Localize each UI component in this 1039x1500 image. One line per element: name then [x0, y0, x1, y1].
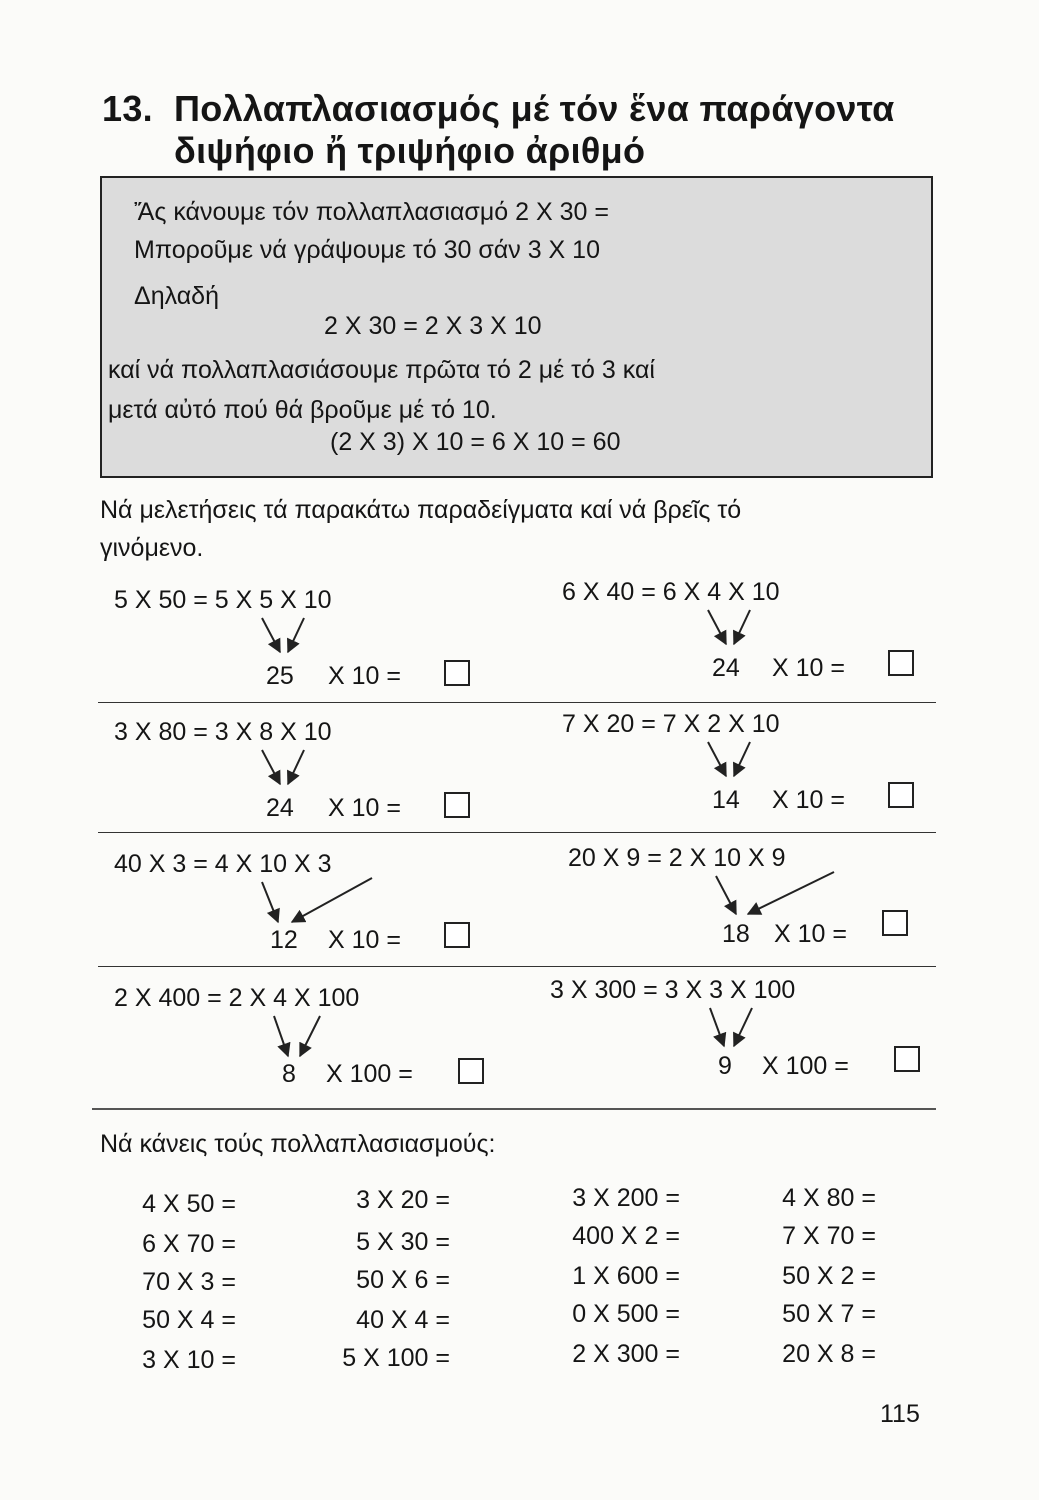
example-1-answer-box[interactable]	[444, 660, 470, 686]
example-3-answer-box[interactable]	[444, 792, 470, 818]
arrow-ex1-a	[262, 618, 280, 652]
divider-row-3	[98, 966, 936, 967]
intro-line-6: μετά αὐτό πού θά βροῦμε μέ τό 10.	[108, 396, 497, 424]
exercise-c2-r3: 50 X 6 =	[356, 1266, 450, 1294]
section-title-line1: Πολλαπλασιασμός μέ τόν ἕνα παράγοντα	[174, 88, 895, 129]
intro-line-7: (2 X 3) X 10 = 6 X 10 = 60	[330, 428, 621, 456]
exercise-c1-r5: 3 X 10 =	[142, 1346, 236, 1374]
example-5-answer-box[interactable]	[444, 922, 470, 948]
example-1-partial: 25	[266, 662, 294, 690]
example-4-partial: 14	[712, 786, 740, 814]
example-1-rest: X 10 =	[328, 662, 401, 690]
exercise-c2-r5: 5 X 100 =	[342, 1344, 450, 1372]
exercise-c1-r4: 50 X 4 =	[142, 1306, 236, 1334]
example-5-equation: 40 X 3 = 4 X 10 X 3	[114, 850, 332, 878]
example-7-answer-box[interactable]	[458, 1058, 484, 1084]
example-1-equation: 5 X 50 = 5 X 5 X 10	[114, 586, 332, 614]
example-5-rest: X 10 =	[328, 926, 401, 954]
divider-row-2	[98, 832, 936, 833]
example-2-answer-box[interactable]	[888, 650, 914, 676]
intro-line-1: Ἄς κάνουμε τόν πολλαπλασιασμό 2 X 30 =	[134, 198, 609, 226]
arrow-ex3-b	[288, 750, 304, 784]
arrow-ex6-a	[716, 876, 736, 914]
example-6-rest: X 10 =	[774, 920, 847, 948]
arrow-ex4-b	[734, 742, 750, 776]
exercise-c4-r3: 50 X 2 =	[782, 1262, 876, 1290]
exercise-c4-r4: 50 X 7 =	[782, 1300, 876, 1328]
example-5-partial: 12	[270, 926, 298, 954]
exercise-c2-r1: 3 X 20 =	[356, 1186, 450, 1214]
example-8-partial: 9	[718, 1052, 732, 1080]
exercise-c1-r3: 70 X 3 =	[142, 1268, 236, 1296]
instruction-line-2: γινόμενο.	[100, 534, 204, 562]
section-title-line2: διψήφιο ἤ τριψήφιο ἀριθμό	[174, 130, 646, 171]
example-4-equation: 7 X 20 = 7 X 2 X 10	[562, 710, 780, 738]
example-3-partial: 24	[266, 794, 294, 822]
arrow-ex7-b	[300, 1016, 320, 1056]
exercises-title: Νά κάνεις τούς πολλαπλασιασμούς:	[100, 1130, 496, 1158]
example-6-partial: 18	[722, 920, 750, 948]
intro-line-3: Δηλαδή	[134, 282, 219, 310]
example-4-answer-box[interactable]	[888, 782, 914, 808]
arrow-ex8-b	[734, 1008, 752, 1046]
arrow-ex8-a	[710, 1008, 724, 1046]
example-3-equation: 3 X 80 = 3 X 8 X 10	[114, 718, 332, 746]
exercise-c3-r4: 0 X 500 =	[572, 1300, 680, 1328]
arrow-ex2-b	[734, 610, 750, 644]
example-8-rest: X 100 =	[762, 1052, 849, 1080]
example-2-partial: 24	[712, 654, 740, 682]
arrow-ex7-a	[274, 1016, 288, 1056]
exercise-c4-r1: 4 X 80 =	[782, 1184, 876, 1212]
example-6-equation: 20 X 9 = 2 X 10 X 9	[568, 844, 786, 872]
intro-line-2: Μποροῦμε νά γράψουμε τό 30 σάν 3 X 10	[134, 236, 600, 264]
divider-row-1	[98, 702, 936, 703]
instruction-line-1: Νά μελετήσεις τά παρακάτω παραδείγματα καί νά βρεῖς τό	[100, 496, 742, 524]
arrow-ex6-b	[748, 872, 834, 914]
arrow-ex5-b	[292, 878, 372, 922]
example-6-answer-box[interactable]	[882, 910, 908, 936]
arrow-ex1-b	[288, 618, 304, 652]
example-2-equation: 6 X 40 = 6 X 4 X 10	[562, 578, 780, 606]
exercise-c3-r1: 3 X 200 =	[572, 1184, 680, 1212]
arrow-ex4-a	[708, 742, 726, 776]
divider-exercises	[92, 1108, 936, 1110]
exercise-c4-r5: 20 X 8 =	[782, 1340, 876, 1368]
exercise-c3-r5: 2 X 300 =	[572, 1340, 680, 1368]
intro-line-5: καί νά πολλαπλασιάσουμε πρῶτα τό 2 μέ τό 3 καί	[108, 356, 655, 384]
exercise-c2-r4: 40 X 4 =	[356, 1306, 450, 1334]
arrow-ex3-a	[262, 750, 280, 784]
arrow-ex5-a	[262, 882, 278, 922]
exercise-c3-r3: 1 X 600 =	[572, 1262, 680, 1290]
exercise-c1-r1: 4 X 50 =	[142, 1190, 236, 1218]
exercise-c2-r2: 5 X 30 =	[356, 1228, 450, 1256]
example-8-answer-box[interactable]	[894, 1046, 920, 1072]
page-number: 115	[880, 1400, 920, 1428]
arrow-ex2-a	[708, 610, 726, 644]
exercise-c1-r2: 6 X 70 =	[142, 1230, 236, 1258]
example-7-partial: 8	[282, 1060, 296, 1088]
example-7-rest: X 100 =	[326, 1060, 413, 1088]
section-number: 13.	[102, 88, 153, 129]
intro-line-4: 2 X 30 = 2 X 3 X 10	[324, 312, 542, 340]
example-2-rest: X 10 =	[772, 654, 845, 682]
example-3-rest: X 10 =	[328, 794, 401, 822]
example-7-equation: 2 X 400 = 2 X 4 X 100	[114, 984, 360, 1012]
example-4-rest: X 10 =	[772, 786, 845, 814]
example-8-equation: 3 X 300 = 3 X 3 X 100	[550, 976, 796, 1004]
exercise-c4-r2: 7 X 70 =	[782, 1222, 876, 1250]
exercise-c3-r2: 400 X 2 =	[572, 1222, 680, 1250]
